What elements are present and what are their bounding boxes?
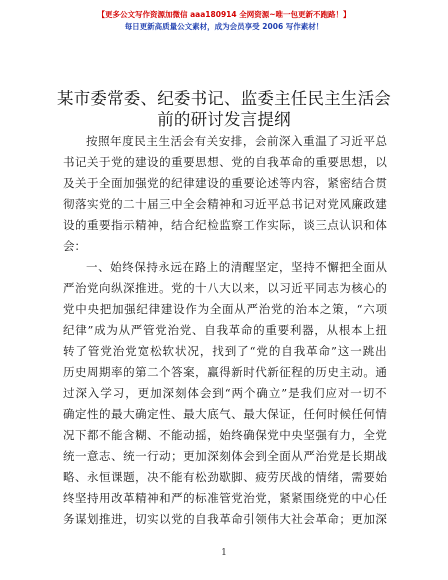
body-text-line: 彻 落 实 党 的 二 十 届 三 中 全 会 精 神 和 习 近 平 总 书 记 对 党 风 廉 政 建 bbox=[63, 197, 387, 211]
body-text-line: 一 、 始 终 保 持 永 远 在 路 上 的 清 醒 坚 定 ， 坚 持 不 懈 把 全 面 从 bbox=[86, 260, 387, 274]
body-text-line: 按 照 年 度 民 主 生 活 会 有 关 安 排 ， 会 前 深 入 重 温 了 习 近 平 总 bbox=[86, 134, 387, 148]
body-text-line: 过 深 入 学 习 ， 更 加 深 刻 体 会 到 “ 两 个 确 立 ” 是 我 们 应 对 一 切 不 bbox=[63, 386, 387, 400]
body-text-line: 终 坚 持 用 改 革 精 神 和 严 的 标 准 管 党 治 党 ， 紧 紧 围 绕 党 的 中 心 任 bbox=[63, 491, 387, 505]
body-text-line: 严 治 党 向 纵 深 推 进 。 党 的 十 八 大 以 来 ， 以 习 近 平 同 志 为 核 心 的 bbox=[63, 281, 387, 295]
page-number: 1 bbox=[221, 548, 227, 558]
body-text-line: 历 史 周 期 率 的 第 二 个 答 案 ， 赢 得 新 时 代 新 征 程 的 历 史 主 动 。 通 bbox=[63, 365, 387, 379]
promo-banner-line-1: 【更多公文写作资源加微信 aaa180914 全网资源~唯一包更新不跑路！】 bbox=[97, 10, 351, 19]
document-title bbox=[0, 88, 448, 130]
body-text-line: 及 关 于 全 面 加 强 党 的 纪 律 建 设 的 重 要 论 述 等 内 容 ， 紧 密 结 合 贯 bbox=[63, 176, 387, 190]
body-text-line: 略 、 永 恒 课 题 ， 决 不 能 有 松 劲 歇 脚 、 疲 劳 厌 战 的 情 绪 ， 需 要 始 bbox=[63, 470, 387, 484]
body-text-line: 务 谋 划 推 进 ， 切 实 以 党 的 自 我 革 命 引 领 伟 大 社 会 革 命 ； 更 加 深 bbox=[63, 512, 387, 526]
body-text-line: 纪 律 ” 成 为 从 严 管 党 治 党 、 自 我 革 命 的 重 要 利 器 ， 从 根 本 上 扭 bbox=[63, 323, 387, 337]
title-line-2: 前的研讨发言提纲 bbox=[157, 110, 291, 129]
body-text-line: 况 下 都 不 能 含 糊 、 不 能 动 摇 ， 始 终 确 保 党 中 央 坚 强 有 力 ， 全 党 bbox=[63, 428, 387, 442]
body-text-line: 会 ： bbox=[63, 239, 86, 253]
promo-banner-line-2: 每日更新高质量公文素材，成为会员享受 2006 写作素材！ bbox=[124, 22, 324, 31]
body-text-line: 党 中 央 把 加 强 纪 律 建 设 作 为 全 面 从 严 治 党 的 治 本 之 策 ， “ 六 项 bbox=[63, 302, 387, 316]
body-text-line: 设 的 重 要 指 示 精 神 ， 结 合 纪 检 监 察 工 作 实 际 ， 谈 三 点 认 识 和 体 bbox=[63, 218, 387, 232]
body-text-line: 统 一 意 志 、 统 一 行 动 ； 更 加 深 刻 体 会 到 全 面 从 严 治 党 是 长 期 战 bbox=[63, 449, 387, 463]
body-text-line: 确 定 性 的 最 大 确 定 性 、 最 大 底 气 、 最 大 保 证 ， 任 何 时 候 任 何 情 bbox=[63, 407, 387, 421]
body-text-line: 书 记 关 于 党 的 建 设 的 重 要 思 想 、 党 的 自 我 革 命 的 重 要 思 想 ， 以 bbox=[63, 155, 387, 169]
document-body bbox=[63, 131, 387, 530]
body-text-line: 转 了 管 党 治 党 宽 松 软 状 况 ， 找 到 了 “ 党 的 自 我 革 命 ” 这 一 跳 出 bbox=[63, 344, 387, 358]
title-line-1: 某市委常委、纪委书记、监委主任民主生活会 bbox=[57, 89, 391, 108]
